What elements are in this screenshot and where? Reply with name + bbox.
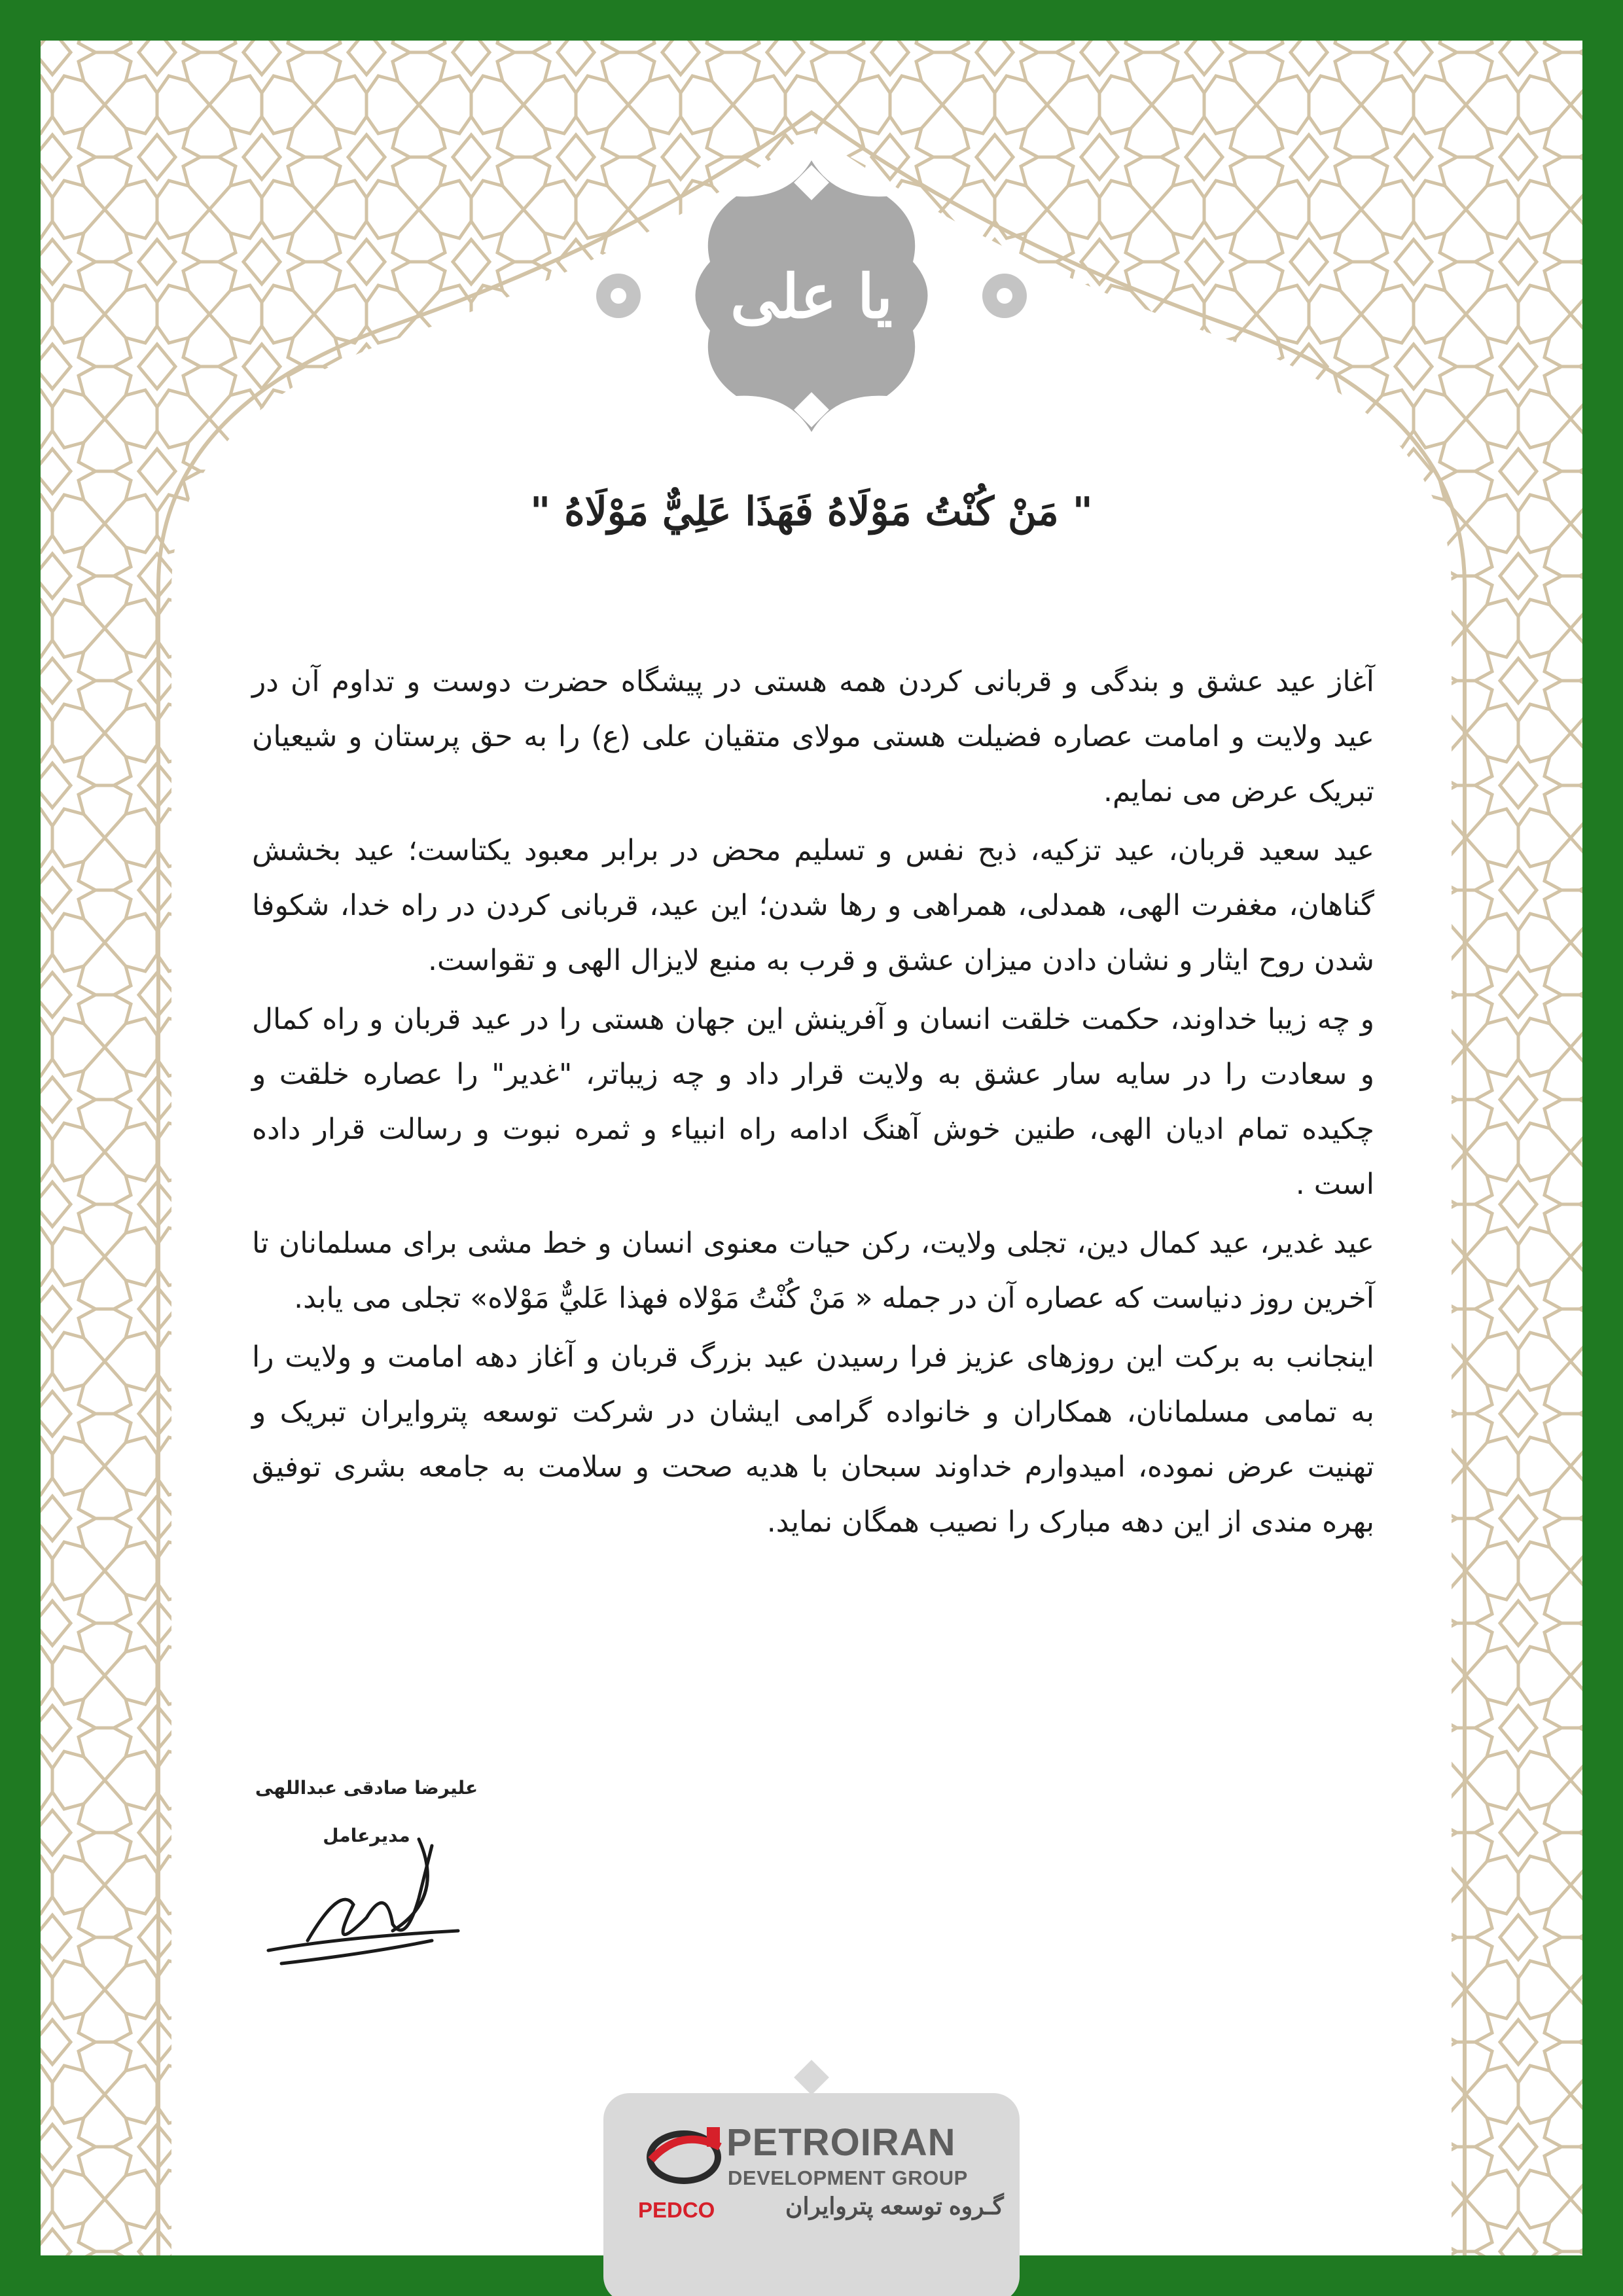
- paragraph: آغاز عید عشق و بندگی و قربانی کردن همه هستی در پیشگاه حضرت دوست و تداوم آن در عید ولایت و امامت عصاره فضیلت هستی مولای متقیان علی (ع) را به حق پرستان و شیعیان تبریک عرض می نمایم.: [252, 665, 1374, 808]
- paragraph: و چه زیبا خداوند، حکمت خلقت انسان و آفرینش این جهان هستی را در عید قربان و راه کمال و سعادت را در سایه سار عشق به ولایت قرار داد و چه زیباتر، "غدیر" را عصاره خلقت و چکیده تمام ادیان الهی، طنین خوش آهنگ ادامه راه انبیاء و ثمره نبوت و رسالت قرار داده است .: [252, 1003, 1374, 1201]
- logo-abbr: PEDCO: [638, 2198, 715, 2222]
- paragraph: عید سعید قربان، عید تزکیه، ذبح نفس و تسلیم محض در برابر معبود یکتاست؛ عید بخشش گناهان، مغفرت الهی، همدلی، همراهی و رها شدن؛ این عید، قربانی کردن در راه خدا، شکوفا شدن روح ایثار و نشان دادن میزان عشق و قرب به منبع لایزال الهی و تقواست.: [252, 834, 1374, 977]
- logo-name-line1: PETROIRAN: [726, 2121, 956, 2164]
- emblem-calligraphy: یا علی: [730, 261, 893, 332]
- paragraph: عید غدیر، عید کمال دین، تجلی ولایت، رکن حیات معنوی انسان و خط مشی برای مسلمانان تا آخرین روز دنیاست که عصاره آن در جمله « مَنْ كُنْتُ مَوْلاه فهذا عَليٌّ مَوْلاه» تجلی می یابد.: [252, 1227, 1374, 1315]
- letter-body: [252, 655, 1374, 1554]
- signatory-title: مدیرعامل: [323, 1825, 410, 1846]
- signatory-name: علیرضا صادقی عبداللهی: [255, 1777, 478, 1799]
- logo-name-line2: DEVELOPMENT GROUP: [728, 2166, 968, 2189]
- paragraph: اینجانب به برکت این روزهای عزیز فرا رسیدن عید بزرگ قربان و آغاز دهه امامت و ولایت را به تمامی مسلمانان، همکاران و خانواده گرامی ایشان در شرکت توسعه پتروایران تبریک و تهنیت عرض نموده، امیدوارم خداوند سبحان با هدیه صحت و سلامت به جامعه بشری توفیق بهره مندی از این دهه مبارک را نصیب همگان نماید.: [252, 1340, 1374, 1539]
- logo-name-fa: گـروه توسعه پتروایران: [785, 2193, 1004, 2219]
- hadith-quote: " مَنْ كُنْتُ مَوْلَاهُ فَهَذَا عَلِيٌّ مَوْلَاهُ ": [530, 489, 1093, 535]
